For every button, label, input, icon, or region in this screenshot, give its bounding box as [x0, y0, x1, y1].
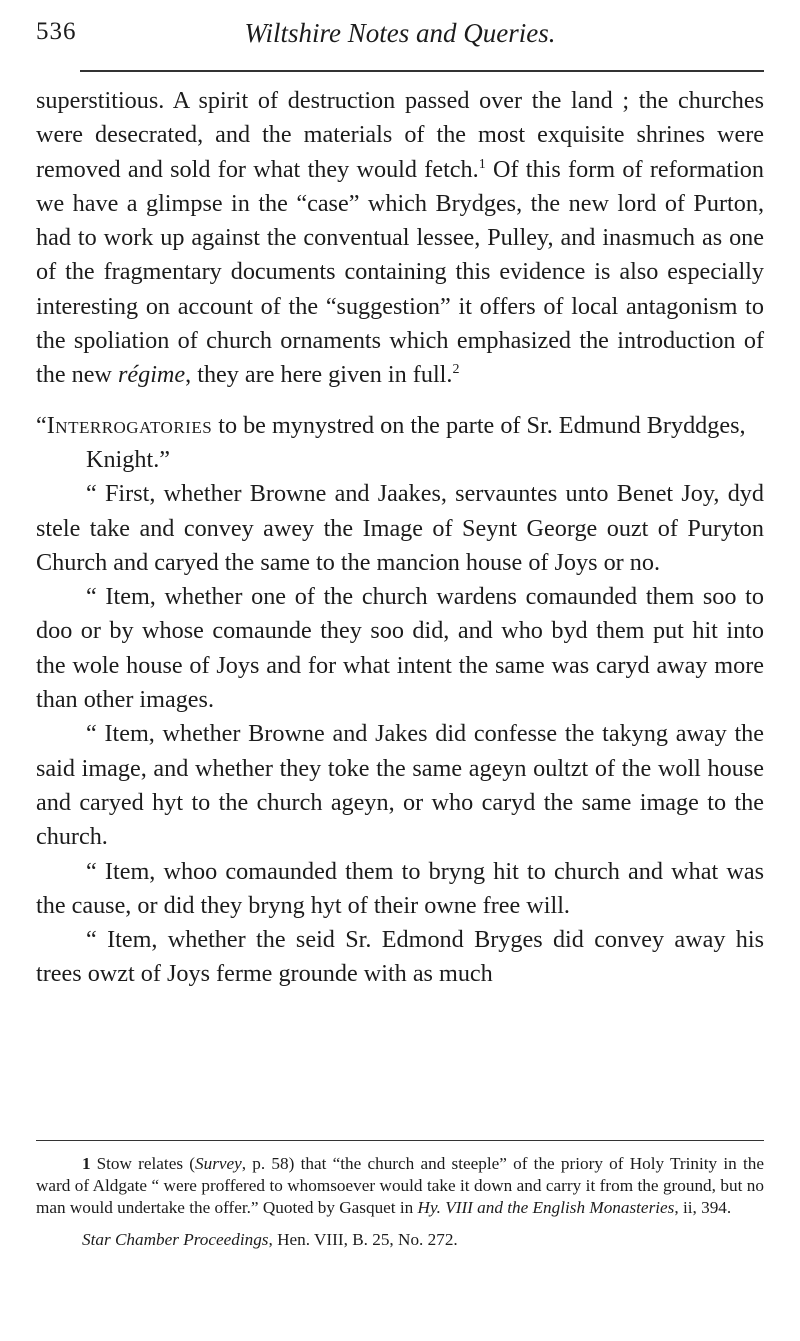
- page-number: 536: [36, 18, 77, 45]
- footnotes: [36, 1153, 764, 1251]
- interrogatory-paragraph: “ Item, whoo comaunded them to bryng hit to church and what was the cause, or did they bryng hyt of their owne free will.: [36, 857, 764, 919]
- interrogatories-title: Interrogatories: [46, 411, 213, 439]
- footnote-ref-2: 2: [452, 362, 460, 378]
- intro-text-3: , they are here given in full.: [185, 361, 453, 389]
- running-title: Wiltshire Notes and Queries.: [244, 18, 556, 48]
- footnote-2-text: , Hen. VIII, B. 25, No. 272.: [268, 1230, 458, 1249]
- intro-text-2: Of this form of reformation we have a glimpse in the “case” which Brydges, the new lord of Purton, had to work up against the conventual lessee, Pulley, and inasmuch as one of the fragmentary documents containing this evidence is also especially interesting on account of the “suggestion” it offers of local antagonism to the spoliation of church ornaments which emphasized the introduction of the new: [36, 155, 764, 389]
- interrogatories-rest: to be mynystred on the parte of Sr. Edmund Bryddges, Knight.”: [86, 411, 746, 473]
- intro-paragraph: [36, 84, 764, 393]
- footnote-1-text-2: , p. 58) that “the church and steeple” of the priory of Holy Trinity in the ward of Aldgate “ were proffered to whomsoever would take it down and carry it from the ground, but no man would undertake the offer.” Quoted by Gasquet in: [36, 1154, 764, 1217]
- footnote-1-text-1: Stow relates (: [96, 1154, 195, 1173]
- footnote-1-title-2: Hy. VIII and the English Monasteries: [417, 1198, 675, 1217]
- regime-word: régime: [117, 361, 186, 389]
- footnote-1-mark: 1: [82, 1154, 91, 1173]
- footnote-ref-1: 1: [478, 156, 486, 172]
- footnote-rule: [36, 1140, 764, 1141]
- header-rule: [80, 70, 764, 72]
- intro-text-1: superstitious. A spirit of destruction passed over the land ; the churches were desecrated, and the materials of the most exquisite shrines were removed and sold for what they would fetch.: [36, 87, 764, 183]
- footnote-1-title-1: Survey: [195, 1154, 242, 1173]
- footnote-2: [36, 1229, 764, 1251]
- page-header: [36, 18, 764, 68]
- footnote-1: [36, 1153, 764, 1219]
- footnote-1-text-3: , ii, 394.: [674, 1198, 732, 1217]
- footnote-2-title: Star Chamber Proceedings: [82, 1230, 269, 1249]
- interrogatory-paragraph: “ First, whether Browne and Jaakes, servauntes unto Benet Joy, dyd stele take and convey awey the Image of Seynt George ouzt of Puryton Church and caryed the same to the mancion house of Joys or no.: [36, 480, 764, 576]
- interrogatories-heading: [36, 409, 764, 478]
- interrogatory-paragraph: “ Item, whether one of the church wardens comaunded them soo to doo or by whose comaunde they soo did, and who byd them put hit into the wole house of Joys and for what intent the same was caryd away more than other images.: [36, 583, 764, 714]
- interrogatory-paragraph: “ Item, whether Browne and Jakes did confesse the takyng away the said image, and whether they toke the same ageyn oultzt of the woll house and caryed hyt to the church ageyn, or who caryd the same image to the church.: [36, 720, 764, 851]
- interrogatory-paragraph: “ Item, whether the seid Sr. Edmond Bryges did convey away his trees owzt of Joys ferme grounde with as much: [36, 926, 764, 988]
- open-quote: “: [36, 411, 47, 439]
- main-text: [36, 84, 764, 992]
